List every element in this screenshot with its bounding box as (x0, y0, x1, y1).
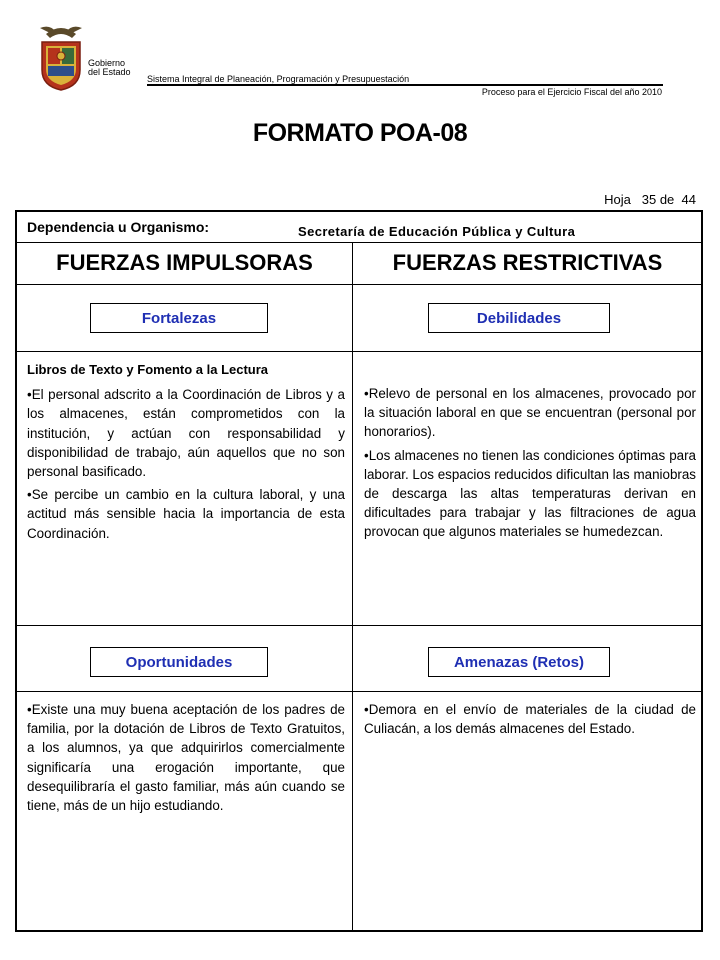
fortalezas-label: Fortalezas (90, 303, 268, 333)
column-divider (352, 243, 353, 932)
fortalezas-item: •Se percibe un cambio en la cultura laboral, y una actitud más sensible hacia la importancia de esta Coordinación. (27, 487, 345, 541)
sheet-of-label: de (659, 192, 675, 207)
sheet-current: 35 (641, 192, 657, 207)
oportunidades-item: •Existe una muy buena aceptación de los padres de familia, por la dotación de Libros de Texto Gratuitos, a los alumnos, ya que adquirirlos comercialmente significaría una erogación importante, que desequilibraría el gasto familiar, más aún cuando se tiene, más de un hijo estudiando. (27, 702, 345, 814)
debilidades-label: Debilidades (428, 303, 610, 333)
system-title: Sistema Integral de Planeación, Programación y Presupuestación (147, 74, 410, 84)
sheet-number (604, 192, 696, 207)
gobierno-line1: Gobierno (88, 58, 126, 68)
dependency-label: Dependencia u Organismo: (27, 219, 210, 235)
process-year: Proceso para el Ejercicio Fiscal del año 2010 (481, 87, 662, 97)
fortalezas-item: •El personal adscrito a la Coordinación de Libros y a los almacenes, están comprometidos con la institución, y actúan con responsabilidad y disponibilidad de trabajo, aún aquellos que no son personal basificado. (27, 387, 345, 480)
oportunidades-label: Oportunidades (90, 647, 268, 677)
row-divider (15, 691, 703, 692)
row-divider (15, 625, 703, 626)
amenazas-label: Amenazas (Retos) (428, 647, 610, 677)
sheet-label: Hoja (604, 192, 631, 207)
fortalezas-content (27, 360, 345, 547)
row-divider (15, 242, 703, 243)
fortalezas-subtitle: Libros de Texto y Fomento a la Lectura (27, 362, 269, 377)
column-header-impulsoras: FUERZAS IMPULSORAS (56, 250, 313, 275)
oportunidades-content (27, 700, 345, 819)
gobierno-line2: del Estado (88, 67, 131, 77)
debilidades-item: •Relevo de personal en los almacenes, provocado por la situación laboral en que se encuentran (personal por honorarios). (364, 386, 696, 440)
debilidades-item: •Los almacenes no tienen las condiciones óptimas para laborar. Los espacios reducidos dificultan las maniobras de descarga las altas temperaturas derivan en dificultades para trabajar y las filtraciones de agua provocan que algunos materiales se humedezcan. (364, 447, 696, 540)
gobierno-del-estado-label (88, 59, 131, 77)
sheet-total: 44 (681, 192, 696, 207)
amenazas-content (364, 700, 696, 742)
row-divider (15, 284, 703, 285)
header-divider (147, 84, 663, 86)
row-divider (15, 351, 703, 352)
dependency-value: Secretaría de Educación Pública y Cultura (298, 224, 576, 239)
debilidades-content (364, 384, 696, 546)
page-title: FORMATO POA-08 (252, 119, 468, 147)
column-header-restrictivas: FUERZAS RESTRICTIVAS (392, 250, 663, 275)
state-coat-of-arms-logo (36, 20, 86, 92)
amenazas-item: •Demora en el envío de materiales de la ciudad de Culiacán, a los demás almacenes del Estado. (364, 702, 696, 737)
